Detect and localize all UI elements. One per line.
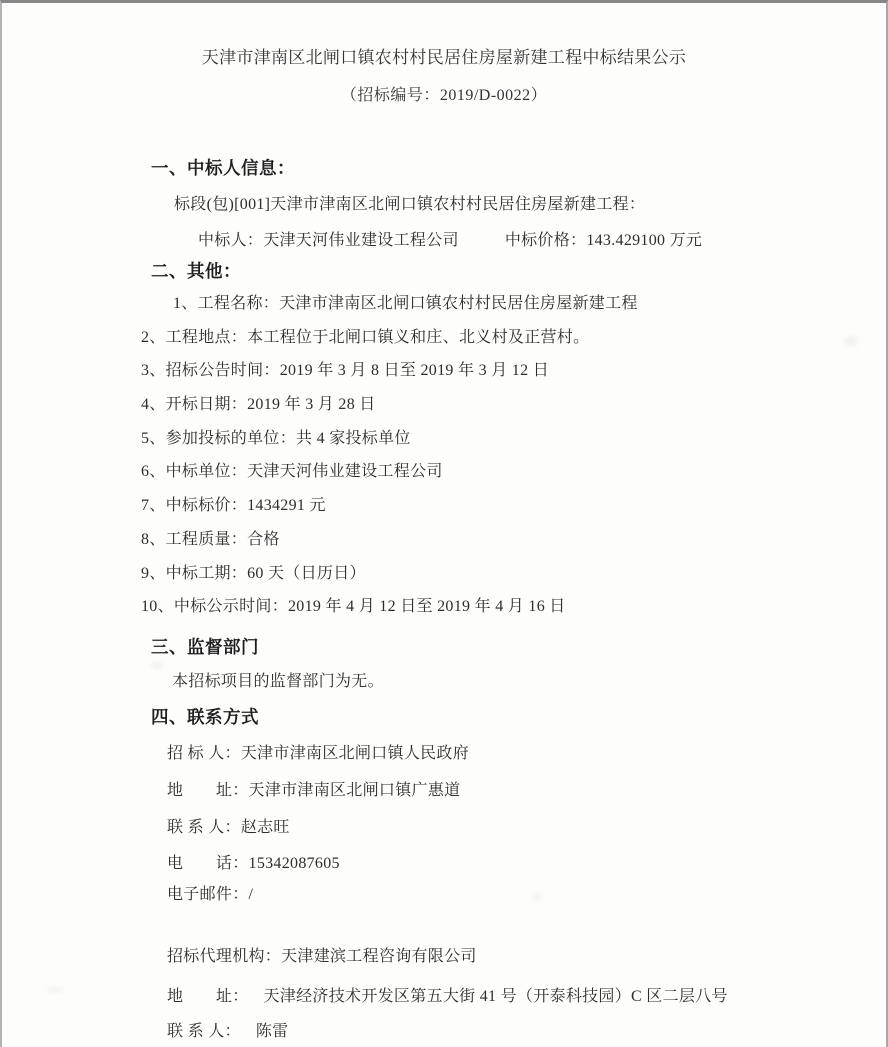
- email-value: /: [248, 886, 254, 903]
- other-item-5: 5、参加投标的单位：共 4 家投标单位: [141, 429, 411, 447]
- scan-smudge: [532, 893, 542, 901]
- section-4-heading: 四、联系方式: [151, 707, 259, 727]
- section-1-heading: 一、中标人信息：: [151, 158, 295, 178]
- winner-name: 天津天河伟业建设工程公司: [263, 232, 459, 249]
- phone-value: 15342087605: [248, 855, 340, 872]
- contact-person-line: [167, 814, 290, 837]
- other-item-7: 7、中标标价：1434291 元: [141, 497, 326, 515]
- agency-contact-value: 陈雷: [255, 1023, 289, 1040]
- other-item-9: 9、中标工期：60 天（日历日）: [141, 564, 366, 582]
- tenderer-address-line: [167, 777, 460, 800]
- other-item-10: 10、中标公示时间：2019 年 4 月 12 日至 2019 年 4 月 16 日: [141, 598, 566, 616]
- price-label: 中标价格：: [504, 232, 587, 249]
- scan-smudge: [844, 336, 858, 346]
- doc-subtitle: （招标编号：2019/D-0022）: [340, 87, 548, 104]
- phone-label: 电 话：: [167, 855, 249, 872]
- agency-contact-line: [167, 1018, 288, 1041]
- agency-address-value: 天津经济技术开发区第五大街 41 号（开泰科技园）C 区二层八号: [263, 988, 728, 1005]
- contact-person-label: 联 系 人：: [167, 819, 241, 836]
- price-group: [505, 232, 702, 249]
- section-3-heading: 三、监督部门: [151, 637, 259, 657]
- email-line: [167, 881, 253, 904]
- tenderer-label: 招 标 人：: [167, 745, 241, 762]
- other-item-2: 2、工程地点：本工程位于北闸口镇义和庄、北义村及正营村。: [141, 328, 590, 346]
- scan-smudge: [151, 662, 163, 669]
- lot-line: 标段(包)[001]天津市津南区北闸口镇农村村民居住房屋新建工程：: [174, 196, 646, 213]
- phone-line: [167, 850, 340, 873]
- address-value: 天津市津南区北闸口镇广惠道: [248, 782, 461, 799]
- agency-address-line: [167, 983, 728, 1006]
- address-label: 地 址：: [167, 782, 249, 799]
- scan-smudge: [46, 987, 64, 993]
- agency-contact-label: 联 系 人：: [167, 1023, 241, 1040]
- agency-line: [167, 943, 477, 966]
- other-item-6: 6、中标单位：天津天河伟业建设工程公司: [141, 463, 443, 481]
- agency-label: 招标代理机构：: [167, 948, 282, 965]
- other-items-list: [141, 290, 638, 627]
- winner-line: [198, 227, 702, 250]
- other-item-8: 8、工程质量：合格: [141, 530, 280, 548]
- other-item-4: 4、开标日期：2019 年 3 月 28 日: [141, 396, 376, 414]
- email-label: 电子邮件：: [167, 886, 249, 903]
- price-value: 143.429100 万元: [586, 232, 703, 249]
- other-item-1: 1、工程名称：天津市津南区北闸口镇农村村民居住房屋新建工程: [173, 295, 638, 312]
- winner-label: 中标人：: [198, 232, 264, 249]
- agency-address-label: 地 址：: [167, 988, 249, 1005]
- other-item-3: 3、招标公告时间：2019 年 3 月 8 日至 2019 年 3 月 12 日: [141, 362, 549, 380]
- doc-title: 天津市津南区北闸口镇农村村民居住房屋新建工程中标结果公示: [201, 48, 687, 67]
- contact-person-value: 赵志旺: [240, 819, 290, 836]
- tenderer-value: 天津市津南区北闸口镇人民政府: [240, 745, 470, 762]
- tenderer-line: [167, 740, 469, 763]
- agency-value: 天津建滨工程咨询有限公司: [281, 948, 477, 965]
- section-2-heading: 二、其他：: [151, 261, 241, 281]
- supervision-note: 本招标项目的监督部门为无。: [172, 673, 384, 690]
